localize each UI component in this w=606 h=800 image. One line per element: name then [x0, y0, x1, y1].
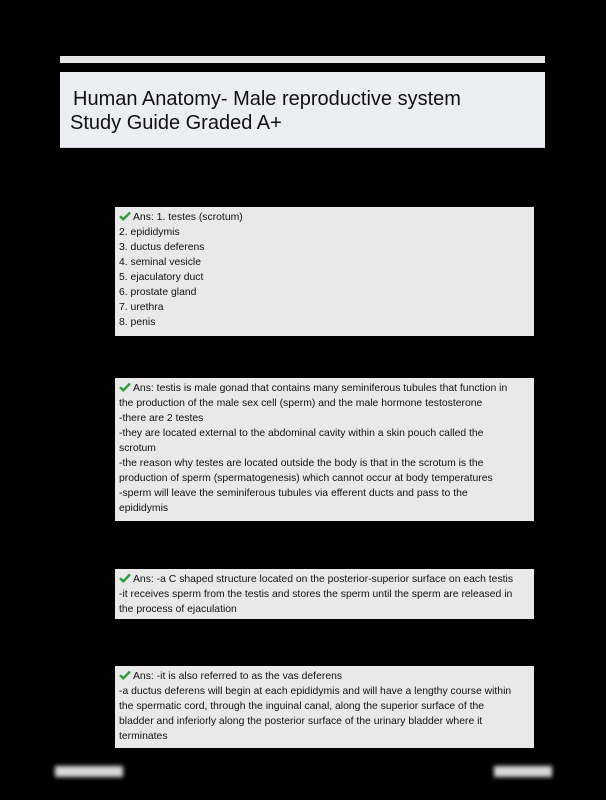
answer-line: 3. ductus deferens	[119, 242, 205, 253]
answer-line: the process of ejaculation	[119, 604, 237, 615]
answer-line: bladder and inferiorly along the posterior surface of the urinary bladder where it	[119, 716, 483, 727]
answer-line: 5. ejaculatory duct	[119, 272, 204, 283]
answer-line: the production of the male sex cell (sperm) and the male hormone testosterone	[119, 398, 483, 409]
answer-line: -the reason why testes are located outside the body is that in the scrotum is the	[119, 458, 484, 469]
answer-line: 4. seminal vesicle	[119, 257, 202, 268]
answer-line: -there are 2 testes	[119, 413, 204, 424]
answer-line: 6. prostate gland	[119, 287, 197, 298]
answer-box	[115, 378, 534, 521]
document-title: Human Anatomy- Male reproductive system	[73, 88, 461, 110]
title-box	[60, 72, 545, 148]
answer-line: terminates	[119, 731, 168, 742]
answer-line: 2. epididymis	[119, 227, 180, 238]
check-icon	[119, 670, 131, 680]
header-rule	[60, 56, 545, 63]
answer-line: Ans: 1. testes (scrotum)	[119, 210, 530, 225]
check-icon	[119, 382, 131, 392]
answer-box	[115, 666, 534, 748]
answer-line: production of sperm (spermatogenesis) which cannot occur at body temperatures	[119, 473, 493, 484]
answer-line: Ans: -a C shaped structure located on the posterior-superior surface on each testis	[119, 572, 530, 587]
document-subtitle: Study Guide Graded A+	[70, 112, 282, 134]
answer-line: 8. penis	[119, 317, 156, 328]
answer-line: -it receives sperm from the testis and stores the sperm until the sperm are released in	[119, 589, 513, 600]
answer-line: 7. urethra	[119, 302, 164, 313]
answer-box	[115, 207, 534, 336]
answer-line: the spermatic cord, through the inguinal canal, along the superior surface of the	[119, 701, 485, 712]
check-icon	[119, 573, 131, 583]
answer-line: Ans: -it is also referred to as the vas deferens	[119, 669, 530, 684]
answer-line: Ans: testis is male gonad that contains many seminiferous tubules that function in	[119, 381, 530, 396]
answer-line: epididymis	[119, 503, 169, 514]
answer-line: -sperm will leave the seminiferous tubules via efferent ducts and pass to the	[119, 488, 468, 499]
footer-blurred-page-label	[494, 766, 552, 777]
answer-line: -they are located external to the abdominal cavity within a skin pouch called the	[119, 428, 484, 439]
check-icon	[119, 211, 131, 221]
answer-box	[115, 569, 534, 619]
answer-line: -a ductus deferens will begin at each epididymis and will have a lengthy course within	[119, 686, 512, 697]
answer-line: scrotum	[119, 443, 156, 454]
footer-blurred-watermark	[55, 766, 123, 777]
